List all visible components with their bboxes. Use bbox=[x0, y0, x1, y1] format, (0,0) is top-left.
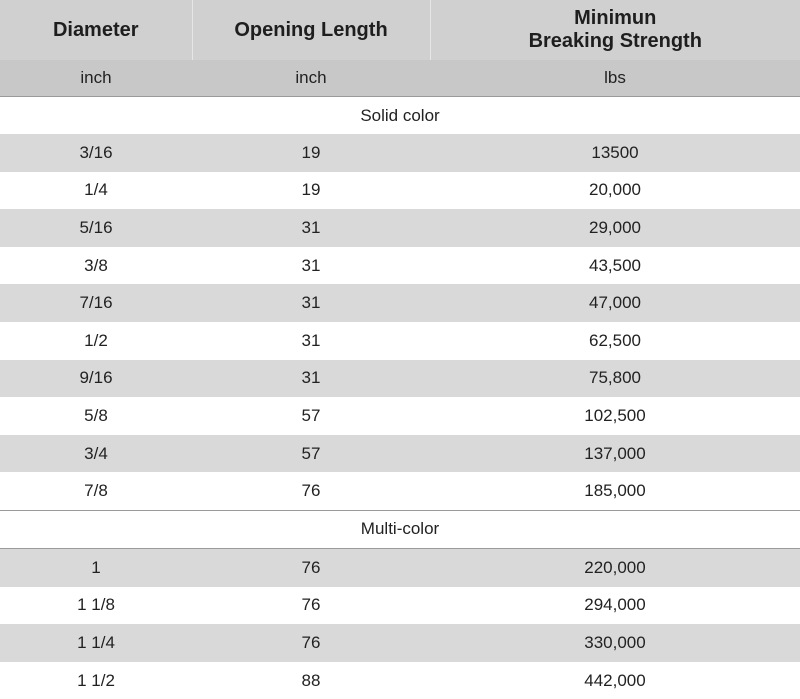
section-row bbox=[0, 510, 800, 548]
unit-breaking-strength: lbs bbox=[430, 60, 800, 97]
table-row bbox=[0, 548, 800, 586]
section-title: Multi-color bbox=[0, 510, 800, 548]
opening-length-cell: 76 bbox=[192, 548, 430, 586]
breaking-strength-cell: 137,000 bbox=[430, 435, 800, 473]
diameter-cell: 7/8 bbox=[0, 472, 192, 510]
header-breaking-strength bbox=[430, 0, 800, 60]
header-opening-length bbox=[192, 0, 430, 60]
diameter-cell: 5/8 bbox=[0, 397, 192, 435]
header-breaking-strength-line2: Breaking Strength bbox=[528, 30, 702, 52]
diameter-cell: 1 1/2 bbox=[0, 662, 192, 699]
table-row bbox=[0, 397, 800, 435]
opening-length-cell: 76 bbox=[192, 587, 430, 625]
table-row bbox=[0, 247, 800, 285]
header-opening-length-text: Opening Length bbox=[234, 18, 388, 41]
unit-diameter: inch bbox=[0, 60, 192, 97]
opening-length-cell: 57 bbox=[192, 435, 430, 473]
table-row bbox=[0, 435, 800, 473]
breaking-strength-cell: 442,000 bbox=[430, 662, 800, 699]
table-head bbox=[0, 0, 800, 97]
table-row bbox=[0, 209, 800, 247]
table-row bbox=[0, 360, 800, 398]
breaking-strength-cell: 62,500 bbox=[430, 322, 800, 360]
table-row bbox=[0, 624, 800, 662]
breaking-strength-cell: 75,800 bbox=[430, 360, 800, 398]
header-diameter-text: Diameter bbox=[52, 18, 139, 41]
table-row bbox=[0, 134, 800, 172]
opening-length-cell: 31 bbox=[192, 322, 430, 360]
breaking-strength-cell: 20,000 bbox=[430, 172, 800, 210]
opening-length-cell: 31 bbox=[192, 209, 430, 247]
header-row bbox=[0, 0, 800, 60]
table-row bbox=[0, 322, 800, 360]
section-title: Solid color bbox=[0, 97, 800, 135]
breaking-strength-cell: 294,000 bbox=[430, 587, 800, 625]
diameter-cell: 5/16 bbox=[0, 209, 192, 247]
breaking-strength-cell: 43,500 bbox=[430, 247, 800, 285]
diameter-cell: 1/2 bbox=[0, 322, 192, 360]
breaking-strength-cell: 330,000 bbox=[430, 624, 800, 662]
opening-length-cell: 19 bbox=[192, 172, 430, 210]
unit-row bbox=[0, 60, 800, 97]
opening-length-cell: 31 bbox=[192, 247, 430, 285]
diameter-cell: 1 bbox=[0, 548, 192, 586]
diameter-cell: 3/4 bbox=[0, 435, 192, 473]
table-row bbox=[0, 472, 800, 510]
opening-length-cell: 76 bbox=[192, 472, 430, 510]
diameter-cell: 1/4 bbox=[0, 172, 192, 210]
unit-opening-length: inch bbox=[192, 60, 430, 97]
header-diameter bbox=[0, 0, 192, 60]
diameter-cell: 9/16 bbox=[0, 360, 192, 398]
table-body bbox=[0, 97, 800, 699]
breaking-strength-cell: 47,000 bbox=[430, 284, 800, 322]
opening-length-cell: 31 bbox=[192, 284, 430, 322]
breaking-strength-cell: 185,000 bbox=[430, 472, 800, 510]
table-row bbox=[0, 172, 800, 210]
breaking-strength-cell: 13500 bbox=[430, 134, 800, 172]
opening-length-cell: 19 bbox=[192, 134, 430, 172]
diameter-cell: 3/8 bbox=[0, 247, 192, 285]
section-row bbox=[0, 97, 800, 135]
breaking-strength-cell: 29,000 bbox=[430, 209, 800, 247]
diameter-cell: 1 1/4 bbox=[0, 624, 192, 662]
breaking-strength-cell: 102,500 bbox=[430, 397, 800, 435]
diameter-cell: 3/16 bbox=[0, 134, 192, 172]
diameter-cell: 7/16 bbox=[0, 284, 192, 322]
table-row bbox=[0, 284, 800, 322]
opening-length-cell: 31 bbox=[192, 360, 430, 398]
table-row bbox=[0, 662, 800, 699]
diameter-cell: 1 1/8 bbox=[0, 587, 192, 625]
opening-length-cell: 76 bbox=[192, 624, 430, 662]
table-row bbox=[0, 587, 800, 625]
breaking-strength-cell: 220,000 bbox=[430, 548, 800, 586]
opening-length-cell: 57 bbox=[192, 397, 430, 435]
header-breaking-strength-line1: Minimun bbox=[574, 7, 657, 29]
opening-length-cell: 88 bbox=[192, 662, 430, 699]
